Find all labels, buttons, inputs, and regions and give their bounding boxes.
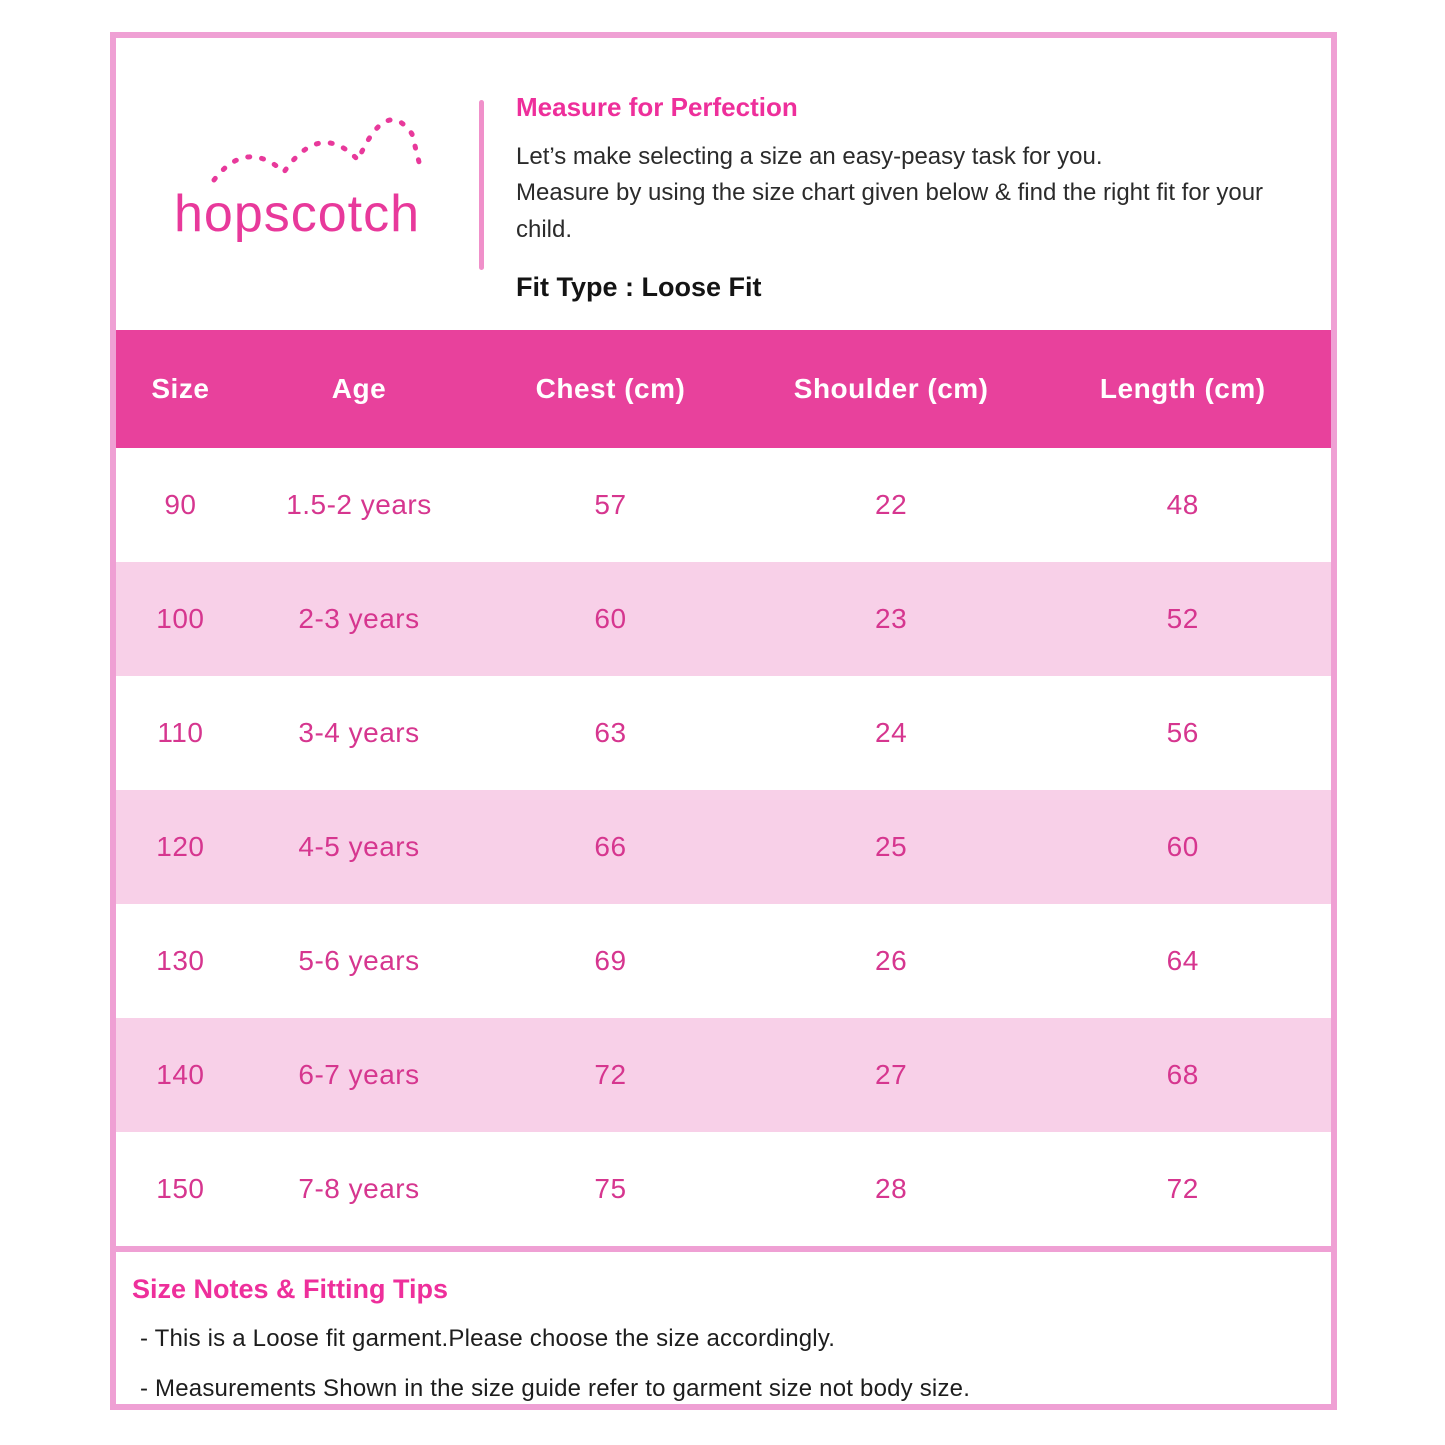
table-cell: 1.5-2 years — [286, 489, 432, 520]
table-cell: 140 — [156, 1059, 205, 1090]
column-header-shoulder: Shoulder (cm) — [748, 330, 1035, 448]
table-row — [116, 676, 1331, 790]
table-cell: 26 — [875, 945, 908, 976]
column-header-size: Size — [116, 330, 245, 448]
hopscotch-trail-icon — [208, 100, 444, 194]
intro-description-line-2: Measure by using the size chart given below & find the right fit for your child. — [516, 179, 1264, 243]
table-cell: 72 — [594, 1059, 627, 1090]
intro-title: Measure for Perfection — [516, 92, 798, 122]
table-cell: 60 — [594, 603, 627, 634]
table-cell: 3-4 years — [298, 717, 420, 748]
table-row — [116, 904, 1331, 1018]
table-cell: 28 — [875, 1173, 908, 1204]
table-row — [116, 1132, 1331, 1246]
column-header-chest: Chest (cm) — [473, 330, 748, 448]
table-cell: 7-8 years — [298, 1173, 420, 1204]
table-cell: 27 — [875, 1059, 908, 1090]
table-cell: 63 — [594, 717, 627, 748]
table-cell: 75 — [594, 1173, 627, 1204]
column-header-age: Age — [245, 330, 473, 448]
table-cell: 48 — [1166, 489, 1199, 520]
fit-type-label: Fit Type : Loose Fit — [516, 272, 762, 303]
column-header-length: Length (cm) — [1035, 330, 1332, 448]
table-header-row — [116, 330, 1331, 448]
vertical-divider — [479, 100, 484, 270]
table-cell: 5-6 years — [298, 945, 420, 976]
size-table — [116, 330, 1331, 1246]
table-cell: 57 — [594, 489, 627, 520]
table-row — [116, 790, 1331, 904]
note-item: - This is a Loose fit garment.Please choose the size accordingly. — [140, 1325, 836, 1352]
table-cell: 150 — [156, 1173, 205, 1204]
table-cell: 52 — [1166, 603, 1199, 634]
table-cell: 68 — [1166, 1059, 1199, 1090]
size-table-body — [116, 448, 1331, 1246]
intro-block — [516, 92, 1316, 303]
table-cell: 22 — [875, 489, 908, 520]
table-cell: 66 — [594, 831, 627, 862]
notes-title: Size Notes & Fitting Tips — [132, 1274, 449, 1304]
table-cell: 2-3 years — [298, 603, 420, 634]
table-cell: 110 — [157, 717, 204, 748]
table-cell: 24 — [875, 717, 908, 748]
table-cell: 69 — [594, 945, 627, 976]
header-section — [116, 38, 1331, 330]
table-cell: 6-7 years — [298, 1059, 420, 1090]
table-cell: 64 — [1166, 945, 1199, 976]
table-row — [116, 1018, 1331, 1132]
table-cell: 100 — [156, 603, 205, 634]
intro-description-line-1: Let’s make selecting a size an easy-peasy task for you. — [516, 143, 1103, 170]
table-row — [116, 448, 1331, 562]
table-cell: 25 — [875, 831, 908, 862]
intro-description — [516, 139, 1291, 248]
brand-logo — [116, 74, 478, 284]
table-cell: 72 — [1166, 1173, 1199, 1204]
table-cell: 130 — [156, 945, 205, 976]
table-cell: 23 — [875, 603, 908, 634]
table-cell: 120 — [156, 831, 205, 862]
size-chart-card — [110, 32, 1337, 1410]
table-cell: 56 — [1166, 717, 1199, 748]
table-cell: 90 — [164, 489, 197, 520]
brand-logo-text: hopscotch — [173, 185, 421, 243]
table-row — [116, 562, 1331, 676]
table-cell: 60 — [1166, 831, 1199, 862]
table-cell: 4-5 years — [298, 831, 420, 862]
notes-section — [116, 1252, 1331, 1403]
note-item: - Measurements Shown in the size guide refer to garment size not body size. — [140, 1375, 971, 1402]
